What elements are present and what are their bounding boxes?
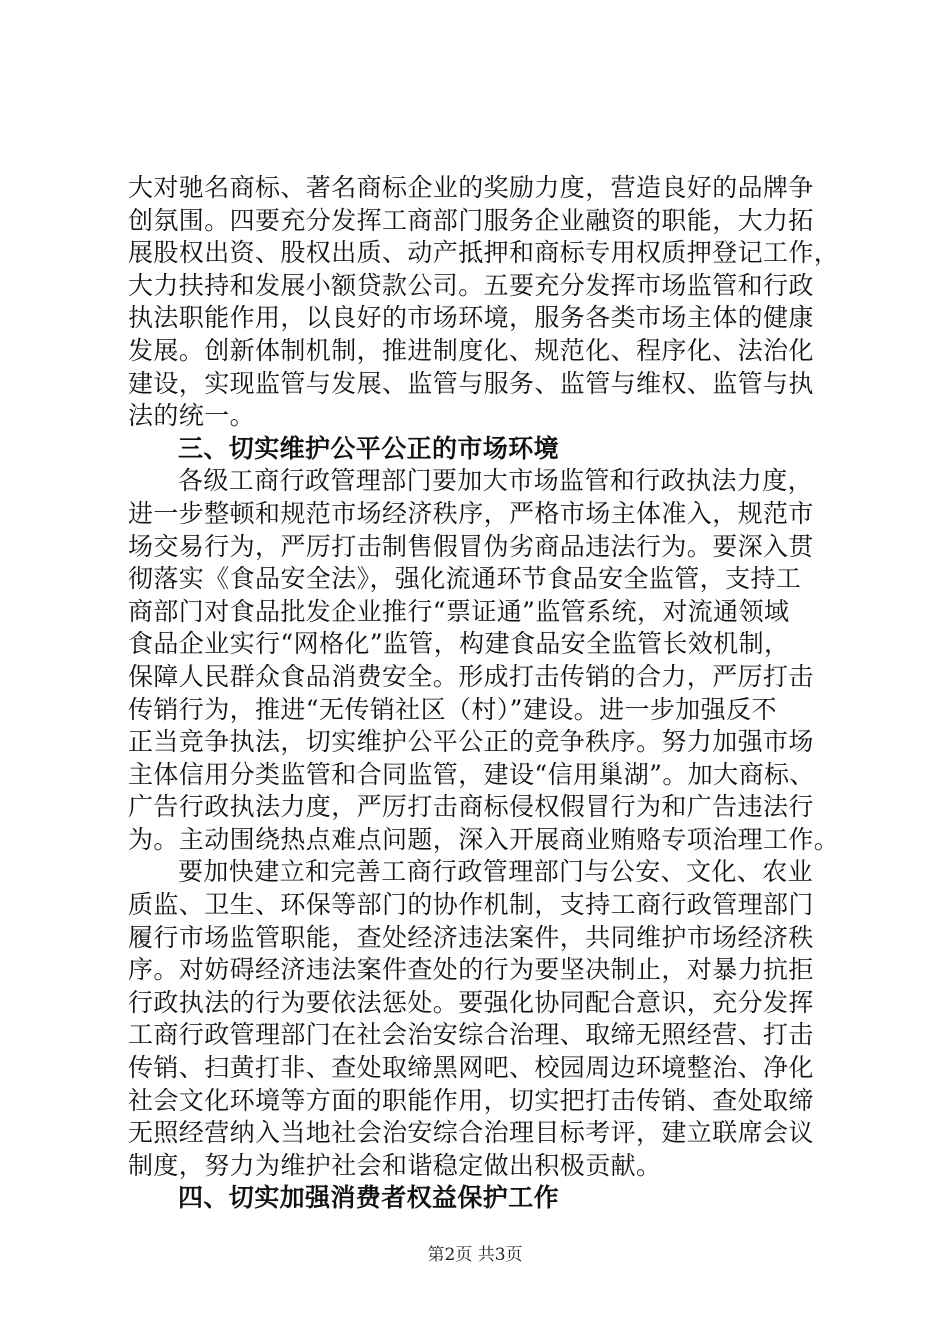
text-line: 保障人民群众食品消费安全。形成打击传销的合力，严厉打击 <box>128 661 814 691</box>
section-heading: 四、切实加强消费者权益保护工作 <box>178 1183 560 1213</box>
text-line: 各级工商行政管理部门要加大市场监管和行政执法力度， <box>178 466 814 496</box>
text-line: 场交易行为，严厉打击制售假冒伪劣商品违法行为。要深入贯 <box>128 531 814 561</box>
text-line: 发展。创新体制机制，推进制度化、规范化、程序化、法治化 <box>128 335 814 365</box>
text-line: 食品企业实行“网格化”监管，构建食品安全监管长效机制， <box>128 629 790 659</box>
text-line: 行政执法的行为要依法惩处。要强化协同配合意识，充分发挥 <box>128 987 814 1017</box>
text-line: 履行市场监管职能，查处经济违法案件，共同维护市场经济秩 <box>128 922 814 952</box>
text-line: 彻落实《食品安全法》，强化流通环节食品安全监管，支持工 <box>128 564 802 594</box>
text-line: 无照经营纳入当地社会治安综合治理目标考评，建立联席会议 <box>128 1118 814 1148</box>
text-line: 序。对妨碍经济违法案件查处的行为要坚决制止，对暴力抗拒 <box>128 955 814 985</box>
text-line: 执法职能作用，以良好的市场环境，服务各类市场主体的健康 <box>128 303 814 333</box>
text-line: 为。主动围绕热点难点问题，深入开展商业贿赂专项治理工作。 <box>128 824 840 854</box>
text-line: 传销行为，推进“无传销社区（村）”建设。进一步加强反不 <box>128 694 777 724</box>
text-line: 商部门对食品批发企业推行“票证通”监管系统，对流通领域 <box>128 596 790 626</box>
text-line: 制度，努力为维护社会和谐稳定做出积极贡献。 <box>128 1150 662 1180</box>
text-line: 广告行政执法力度，严厉打击商标侵权假冒行为和广告违法行 <box>128 792 814 822</box>
text-line: 传销、扫黄打非、查处取缔黑网吧、校园周边环境整治、净化 <box>128 1053 814 1083</box>
text-line: 建设，实现监管与发展、监管与服务、监管与维权、监管与执 <box>128 368 814 398</box>
text-line: 大力扶持和发展小额贷款公司。五要充分发挥市场监管和行政 <box>128 270 814 300</box>
text-line: 要加快建立和完善工商行政管理部门与公安、文化、农业 <box>178 857 814 887</box>
text-line: 质监、卫生、环保等部门的协作机制，支持工商行政管理部门 <box>128 890 814 920</box>
text-line: 展股权出资、股权出质、动产抵押和商标专用权质押登记工作， <box>128 238 840 268</box>
text-line: 社会文化环境等方面的职能作用，切实把打击传销、查处取缔 <box>128 1085 814 1115</box>
text-line: 法的统一。 <box>128 401 256 431</box>
text-line: 工商行政管理部门在社会治安综合治理、取缔无照经营、打击 <box>128 1020 814 1050</box>
text-line: 创氛围。四要充分发挥工商部门服务企业融资的职能，大力拓 <box>128 205 814 235</box>
text-line: 正当竞争执法，切实维护公平公正的竞争秩序。努力加强市场 <box>128 727 814 757</box>
text-line: 大对驰名商标、著名商标企业的奖励力度，营造良好的品牌争 <box>128 173 814 202</box>
page-footer: 第2页 共3页 <box>427 1245 523 1265</box>
text-line: 进一步整顿和规范市场经济秩序，严格市场主体准入，规范市 <box>128 498 814 528</box>
document-body <box>128 172 840 1215</box>
section-heading: 三、切实维护公平公正的市场环境 <box>178 433 560 463</box>
text-line: 主体信用分类监管和合同监管，建设“信用巢湖”。加大商标、 <box>128 759 815 789</box>
